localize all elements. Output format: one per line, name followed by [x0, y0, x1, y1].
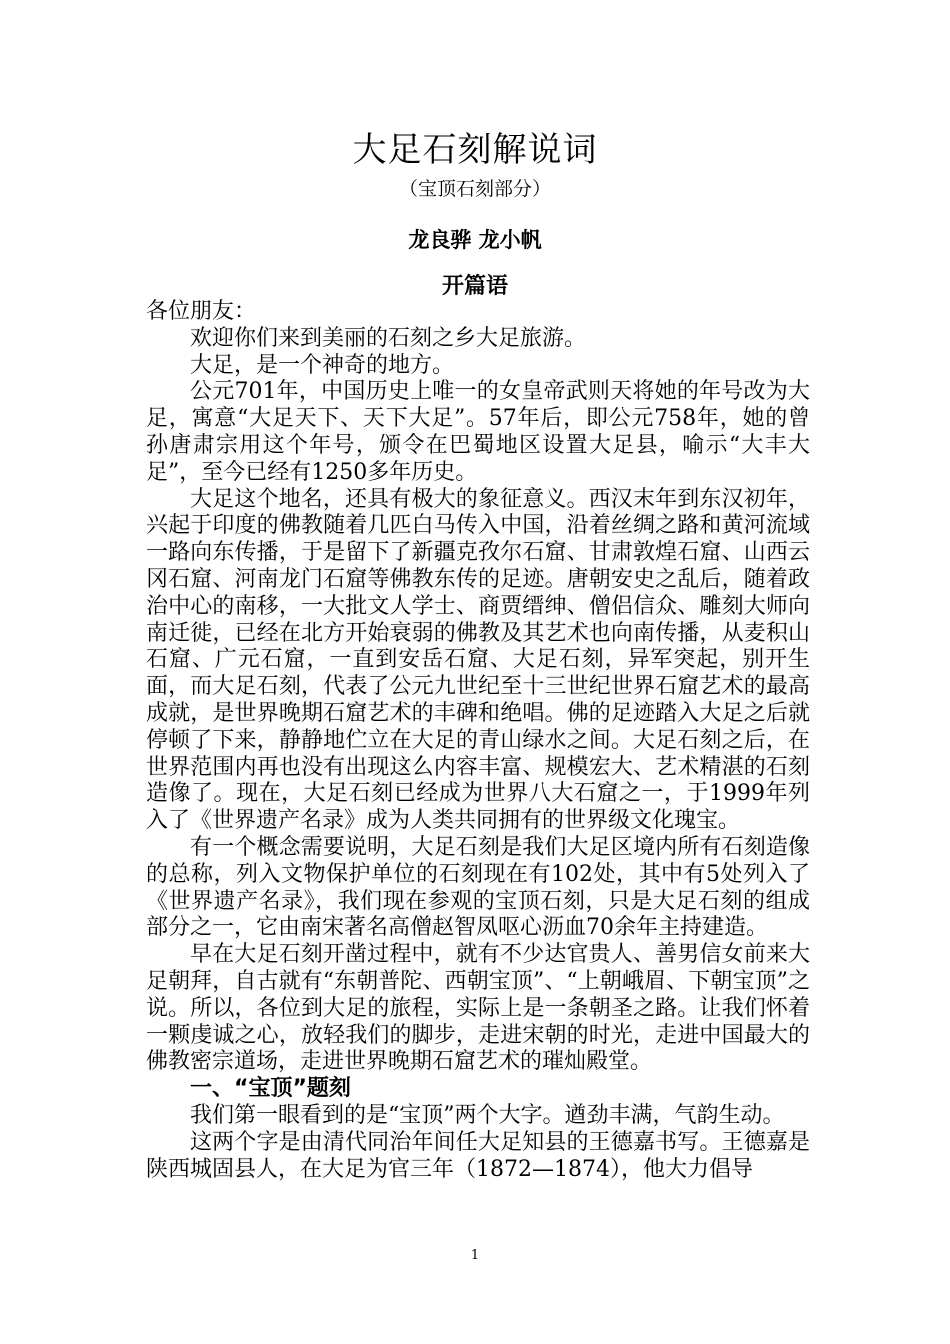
document-authors: 龙良骅 龙小帆 — [408, 228, 542, 252]
paragraph: 有一个概念需要说明，大足石刻是我们大足区境内所有石刻造像的总称，列入文物保护单位的石刻现在有102处，其中有5处列入了《世界遗产名录》，我们现在参观的宝顶石刻，只是大足石刻的组成部分之一，它由南宋著名高僧赵智凤呕心沥血70余年主持建造。 — [146, 834, 810, 941]
paragraph: 大足这个地名，还具有极大的象征意义。西汉末年到东汉初年，兴起于印度的佛教随着几匹白马传入中国，沿着丝绸之路和黄河流域一路向东传播，于是留下了新疆克孜尔石窟、甘肃敦煌石窟、山西云冈石窟、河南龙门石窟等佛教东传的足迹。唐朝安史之乱后，随着政治中心的南移，一大批文人学士、商贾缙绅、僧侣信众、雕刻大师向南迁徙，已经在北方开始衰弱的佛教及其艺术也向南传播，从麦积山石窟、广元石窟，一直到安岳石窟、大足石刻，异军突起，别开生面，而大足石刻，代表了公元九世纪至十三世纪世界石窟艺术的最高成就，是世界晚期石窟艺术的丰碑和绝唱。佛的足迹踏入大足之后就停顿了下来，静静地伫立在大足的青山绿水之间。大足石刻之后，在世界范围内再也没有出现这么内容丰富、规模宏大、艺术精湛的石刻造像了。现在，大足石刻已经成为世界八大石窟之一，于1999年列入了《世界遗产名录》成为人类共同拥有的世界级文化瑰宝。 — [146, 486, 810, 834]
page-number: 1 — [470, 1248, 480, 1263]
greeting: 各位朋友： — [146, 299, 257, 324]
paragraph: 大足，是一个神奇的地方。 — [190, 352, 455, 378]
paragraph: 我们第一眼看到的是“宝顶”两个大字。遒劲丰满，气韵生动。 — [190, 1102, 785, 1128]
paragraph: 公元701年，中国历史上唯一的女皇帝武则天将她的年号改为大足，寓意“大足天下、天下大足”。57年后，即公元758年，她的曾孙唐肃宗用这个年号，颁令在巴蜀地区设置大足县，喻示“大丰大足”，至今已经有1250多年历史。 — [146, 379, 810, 485]
document-body — [146, 299, 810, 1183]
paragraph: 这两个字是由清代同治年间任大足知县的王德嘉书写。王德嘉是陕西城固县人，在大足为官三年（1872—1874），他大力倡导 — [146, 1129, 810, 1182]
document-title: 大足石刻解说词 — [352, 130, 598, 170]
paragraph: 欢迎你们来到美丽的石刻之乡大足旅游。 — [190, 325, 587, 351]
paragraph: 早在大足石刻开凿过程中，就有不少达官贵人、善男信女前来大足朝拜，自古就有“东朝普陀、西朝宝顶”、“上朝峨眉、下朝宝顶”之说。所以，各位到大足的旅程，实际上是一条朝圣之路。让我们怀着一颗虔诚之心，放轻我们的脚步，走进宋朝的时光，走进中国最大的佛教密宗道场，走进世界晚期石窟艺术的璀灿殿堂。 — [146, 942, 810, 1075]
section-heading: 一、“宝顶”题刻 — [190, 1076, 351, 1102]
document-subtitle: （宝顶石刻部分） — [398, 178, 551, 200]
opening-heading: 开篇语 — [441, 274, 508, 299]
